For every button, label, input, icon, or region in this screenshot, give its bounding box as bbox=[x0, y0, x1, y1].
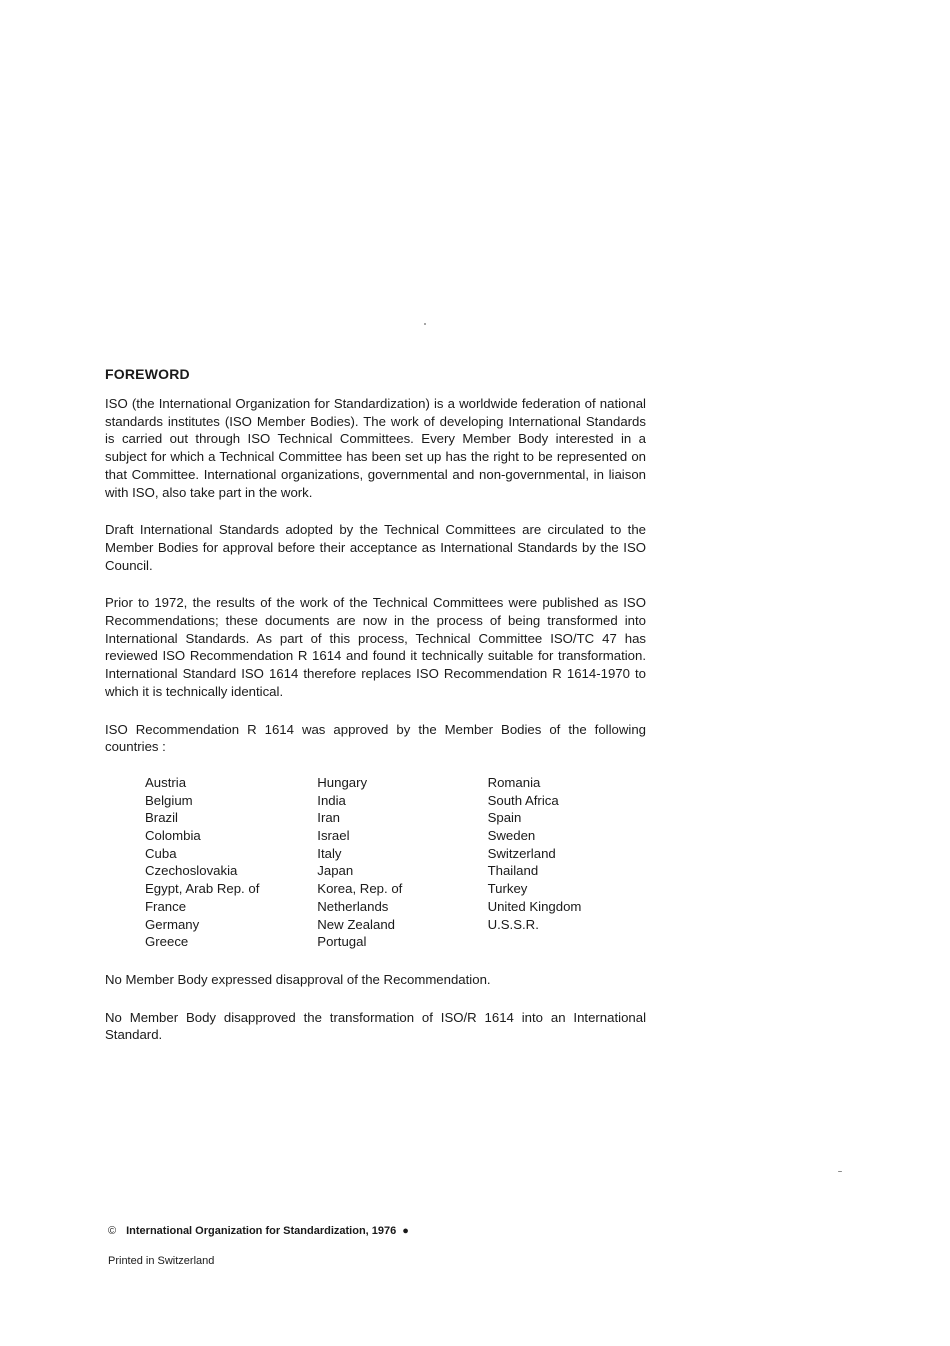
country-item: Italy bbox=[317, 845, 342, 861]
bullet-icon: ● bbox=[402, 1225, 409, 1237]
scan-speck bbox=[838, 1171, 842, 1172]
country-item: Portugal bbox=[317, 934, 367, 950]
foreword-section bbox=[105, 366, 646, 1044]
country-item: Germany bbox=[145, 916, 200, 932]
country-item: Spain bbox=[487, 810, 522, 826]
foreword-heading: FOREWORD bbox=[105, 366, 190, 382]
country-item: Thailand bbox=[487, 863, 539, 879]
country-item: Israel bbox=[317, 828, 350, 844]
country-item: India bbox=[317, 792, 346, 808]
country-item: Greece bbox=[145, 934, 189, 950]
copyright-symbol-icon: © bbox=[108, 1225, 117, 1237]
printed-in-note: Printed in Switzerland bbox=[108, 1255, 215, 1267]
country-item: Romania bbox=[487, 774, 541, 790]
country-item: Sweden bbox=[487, 828, 536, 844]
copyright-text: International Organization for Standardization, 1976 bbox=[126, 1225, 397, 1237]
country-item: Brazil bbox=[145, 810, 178, 826]
countries-column-2 bbox=[317, 774, 487, 951]
countries-column-3 bbox=[488, 774, 646, 951]
copyright-line bbox=[108, 1225, 409, 1237]
foreword-paragraph-3: Prior to 1972, the results of the work of the Technical Committees were published as ISO Recommendations; these documents are now in the process of being transformed into International Standards. As part of this process, Technical Committee ISO/TC 47 has reviewed ISO Recommendation R 1614 and found it technically suitable for transformation. International Standard ISO 1614 therefore replaces ISO Recommendation R 1614-1970 to which it is technically identical. bbox=[105, 595, 646, 699]
closing-paragraph-1: No Member Body expressed disapproval of the Recommendation. bbox=[105, 971, 491, 987]
foreword-paragraph-4: ISO Recommendation R 1614 was approved by the Member Bodies of the following countries : bbox=[105, 721, 646, 755]
foreword-paragraph-1: ISO (the International Organization for Standardization) is a worldwide federation of national standards institutes (ISO Member Bodies). The work of developing International Standards is carried out through ISO Technical Committees. Every Member Body interested in a subject for which a Technical Committee has been set up has the right to be represented on that Committee. International organizations, governmental and non-governmental, in liaison with ISO, also take part in the work. bbox=[105, 396, 646, 500]
country-item: Hungary bbox=[317, 774, 368, 790]
country-item: Belgium bbox=[145, 792, 193, 808]
country-item: U.S.S.R. bbox=[487, 916, 539, 932]
country-item: Czechoslovakia bbox=[145, 863, 238, 879]
country-item: Egypt, Arab Rep. of bbox=[145, 881, 260, 897]
country-item: New Zealand bbox=[317, 916, 395, 932]
country-item: Cuba bbox=[145, 845, 177, 861]
closing-paragraph-2: No Member Body disapproved the transformation of ISO/R 1614 into an International Standard. bbox=[105, 1009, 646, 1043]
member-countries-list bbox=[145, 774, 646, 951]
country-item: Switzerland bbox=[487, 845, 556, 861]
countries-column-1 bbox=[145, 774, 317, 951]
country-item: Colombia bbox=[145, 828, 201, 844]
country-item: Iran bbox=[317, 810, 341, 826]
country-item: Netherlands bbox=[317, 898, 389, 914]
country-item: Turkey bbox=[487, 881, 528, 897]
country-item: France bbox=[145, 898, 187, 914]
country-item: Korea, Rep. of bbox=[317, 881, 403, 897]
country-item: Japan bbox=[317, 863, 354, 879]
country-item: South Africa bbox=[487, 792, 559, 808]
foreword-paragraph-2: Draft International Standards adopted by the Technical Committees are circulated to the Member Bodies for approval before their acceptance as International Standards by the ISO Council. bbox=[105, 522, 646, 573]
country-item: United Kingdom bbox=[487, 898, 582, 914]
country-item: Austria bbox=[145, 774, 187, 790]
scan-speck bbox=[424, 323, 426, 325]
